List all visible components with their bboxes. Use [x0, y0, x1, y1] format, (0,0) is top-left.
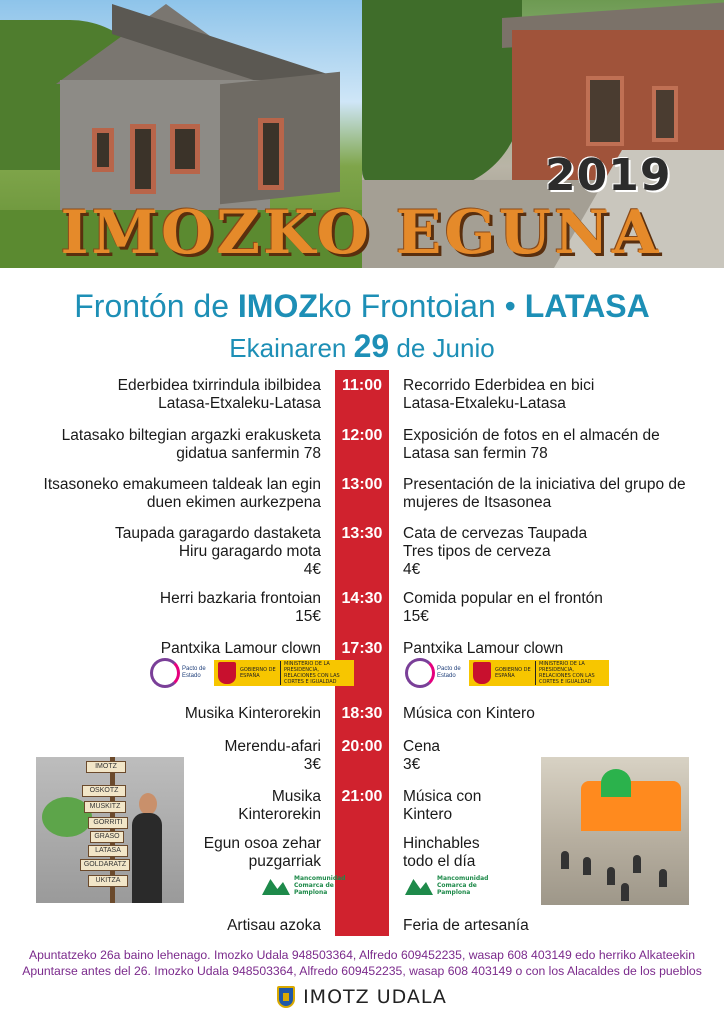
- activity-basque: Latasako biltegian argazki erakusketa gidatua sanfermin 78: [61, 427, 321, 462]
- activity-basque: Artisau azoka: [227, 917, 321, 934]
- sign-board: IMOTZ: [86, 761, 126, 773]
- activity-basque: Herri bazkaria frontoian 15€: [159, 590, 321, 625]
- photo-bouncy-castle: [541, 757, 689, 905]
- venue-line: Frontón de IMOZko Frontoian • LATASA: [74, 288, 650, 324]
- activity-spanish: Recorrido Ederbidea en bici Latasa-Etxaleku-Latasa: [403, 377, 595, 412]
- pacto-estado-logo: Pacto de Estado GOBIERNO DE ESPAÑA MINISTERIO DE LA PRESIDENCIA, RELACIONES CON LAS CORTES E IGUALDAD: [150, 658, 354, 688]
- activity-spanish: Presentación de la iniciativa del grupo de mujeres de Itsasonea: [403, 476, 686, 511]
- pacto-estado-logo: Pacto de Estado GOBIERNO DE ESPAÑA MINISTERIO DE LA PRESIDENCIA, RELACIONES CON LAS CORTES E IGUALDAD: [405, 658, 609, 688]
- date-line: Ekainaren 29 de Junio: [229, 328, 495, 364]
- activity-time: 18:30: [341, 705, 383, 722]
- activity-basque: Egun osoa zehar puzgarriak: [203, 835, 321, 870]
- activity-time: 12:00: [341, 427, 383, 444]
- sign-board: GRASO: [90, 831, 124, 843]
- gobierno-espana-logo: GOBIERNO DE ESPAÑA MINISTERIO DE LA PRESIDENCIA, RELACIONES CON LAS CORTES E IGUALDAD: [469, 660, 609, 686]
- pacto-estado-icon: [150, 658, 180, 688]
- event-year: 2019: [545, 150, 672, 201]
- activity-time: 13:00: [341, 476, 383, 493]
- activity-time: 13:30: [341, 525, 383, 542]
- imotz-shield-icon: [277, 986, 295, 1008]
- activity-time: 14:30: [341, 590, 383, 607]
- mancomunidad-mountain-icon: [405, 875, 433, 895]
- sign-board: GOLDARATZ: [80, 859, 130, 871]
- mancomunidad-logo: Mancomunidad Comarca de Pamplona: [262, 873, 349, 897]
- activity-spanish: Hinchables todo el día: [403, 835, 480, 870]
- activity-spanish: Cena 3€: [403, 738, 441, 773]
- sign-board: LATASA: [88, 845, 128, 857]
- activity-time: 21:00: [341, 788, 383, 805]
- signup-info-spanish: Apuntarse antes del 26. Imozko Udala 948503364, Alfredo 609452235, wasap 608 403149 o con los Alacaldes de los pueblos: [22, 964, 702, 978]
- activity-basque: Ederbidea txirrindula ibilbidea Latasa-Etxaleku-Latasa: [117, 377, 321, 412]
- activity-basque: Pantxika Lamour clown: [160, 640, 321, 657]
- pacto-estado-icon: [405, 658, 435, 688]
- activity-spanish: Música con Kintero: [403, 705, 535, 722]
- spain-coat-of-arms-icon: [473, 662, 491, 684]
- sign-board: UKITZA: [88, 875, 128, 887]
- activity-time: 20:00: [341, 738, 383, 755]
- signup-info-basque: Apuntatzeko 26a baino lehenago. Imozko Udala 948503364, Alfredo 609452235, wasap 608 403149 edo herriko Alkateekin: [28, 948, 696, 962]
- photo-signpost: [36, 757, 184, 903]
- spain-coat-of-arms-icon: [218, 662, 236, 684]
- activity-time: 11:00: [341, 377, 383, 394]
- activity-spanish: Música con Kintero: [403, 788, 482, 823]
- activity-basque: Itsasoneko emakumeen taldeak lan egin duen ekimen aurkezpena: [43, 476, 321, 511]
- sign-board: MUSKITZ: [84, 801, 126, 813]
- activity-basque: Musika Kinterorekin: [238, 788, 321, 823]
- mancomunidad-logo: Mancomunidad Comarca de Pamplona: [405, 873, 492, 897]
- activity-basque: Taupada garagardo dastaketa Hiru garagardo mota 4€: [115, 525, 321, 578]
- footer-brand: IMOTZ UDALA: [0, 986, 724, 1008]
- activity-basque: Musika Kinterorekin: [184, 705, 321, 722]
- activity-spanish: Feria de artesanía: [403, 917, 529, 934]
- activity-basque: Merendu-afari 3€: [224, 738, 321, 773]
- gobierno-espana-logo: GOBIERNO DE ESPAÑA MINISTERIO DE LA PRESIDENCIA, RELACIONES CON LAS CORTES E IGUALDAD: [214, 660, 354, 686]
- event-title: IMOZKO EGUNA: [60, 198, 662, 268]
- activity-spanish: Comida popular en el frontón 15€: [403, 590, 603, 625]
- activity-spanish: Cata de cervezas Taupada Tres tipos de cerveza 4€: [403, 525, 588, 578]
- activity-time: 17:30: [341, 640, 383, 657]
- sign-board: OSKOTZ: [82, 785, 126, 797]
- mancomunidad-mountain-icon: [262, 875, 290, 895]
- activity-spanish: Pantxika Lamour clown: [403, 640, 564, 657]
- sign-board: GORRITI: [88, 817, 128, 829]
- activity-spanish: Exposición de fotos en el almacén de Latasa san fermin 78: [403, 427, 660, 462]
